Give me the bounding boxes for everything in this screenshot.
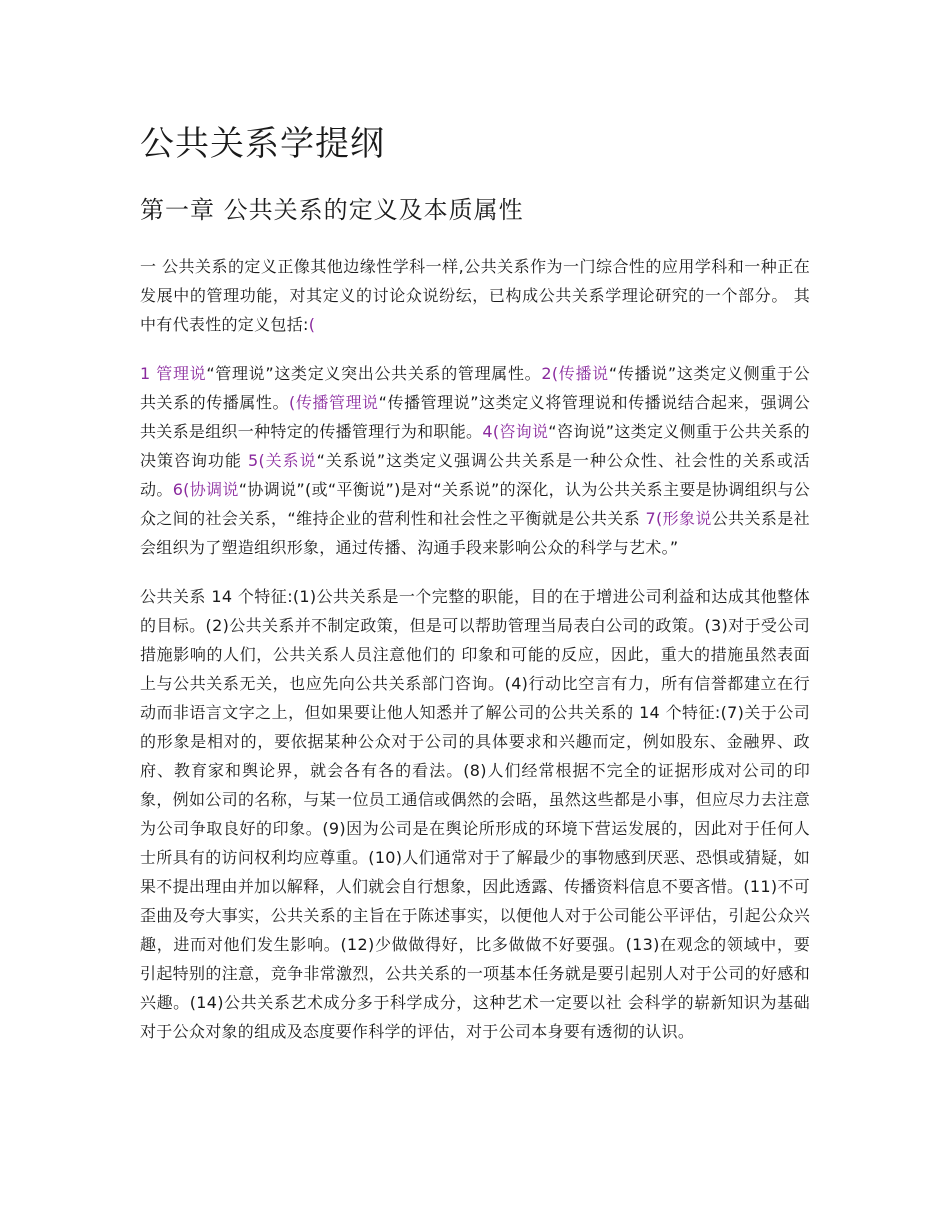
paragraph-text: “咨询说”这类定义侧重于公共关系的决策咨询功能 xyxy=(140,422,810,470)
inline-link[interactable]: 7(形象说 xyxy=(645,509,712,528)
paragraph-text: 公共关系是社会组织为了塑造组织形象，通过传播、沟通手段来影响公众的科学与艺术。” xyxy=(140,509,810,557)
paragraph-text: “管理说”这类定义突出公共关系的管理属性。 xyxy=(206,364,542,383)
paragraph-text: “关系说”这类定义强调公共关系是一种公众性、社会性的关系或活动。 xyxy=(140,451,810,499)
paragraph-14-features: 公共关系 14 个特征:(1)公共关系是一个完整的职能，目的在于增进公司利益和达成其他整体的目标。(2)公共关系并不制定政策，但是可以帮助管理当局表白公司的政策。(3)对于受公司措施影响的人们，公共关系人员注意他们的 印象和可能的反应，因此，重大的措施虽然表面上与公共关系无关，也应先向公共关系部门咨询。(4)行动比空言有力，所有信誉都建立在行动而非语言文字之上，但如果要让他人知悉并了解公司的公共关系的 14 个特征:(7)关于公司的形象是相对的，要依据某种公众对于公司的具体要求和兴趣而定，例如股东、金融界、政府、教育家和舆论界，就会各有各的看法。(8)人们经常根据不完全的证据形成对公司的印象，例如公司的名称，与某一位员工通信或偶然的会晤，虽然这些都是小事，但应尽力去注意为公司争取良好的印象。(9)因为公司是在舆论所形成的环境下营运发展的，因此对于任何人士所具有的访问权利均应尊重。(10)人们通常对于了解最少的事物感到厌恶、恐惧或猜疑，如果不提出理由并加以解释，人们就会自行想象，因此透露、传播资料信息不要吝惜。(11)不可歪曲及夸大事实，公共关系的主旨在于陈述事实，以便他人对于公司能公平评估，引起公众兴趣，进而对他们发生影响。(12)少做做得好，比多做做不好要强。(13)在观念的领域中，要引起特别的注意，竞争非常激烈，公共关系的一项基本任务就是要引起别人对于公司的好感和兴趣。(14)公共关系艺术成分多于科学成分，这种艺术一定要以社 会科学的崭新知识为基础对于公众对象的组成及态度要作科学的评估，对于公司本身要有透彻的认识。 xyxy=(140,587,810,1041)
document-page xyxy=(140,118,810,1066)
paragraph-text: “协调说”(或“平衡说”)是对“关系说”的深化，认为公共关系主要是协调组织与公众之间的社会关系，“维持企业的营利性和社会性之平衡就是公共关系 xyxy=(140,480,810,528)
inline-link[interactable]: 6(协调说 xyxy=(172,480,239,499)
paragraph-definition-list xyxy=(140,359,810,562)
inline-link[interactable]: 1 管理说 xyxy=(140,364,207,383)
inline-link[interactable]: ( xyxy=(308,315,316,334)
paragraph-text: “传播说”这类定义侧重于公共关系的传播属性。 xyxy=(140,364,810,412)
inline-link[interactable]: 5(关系说 xyxy=(247,451,317,470)
inline-link[interactable]: 2(传播说 xyxy=(541,364,609,383)
inline-link[interactable]: 4(咨询说 xyxy=(482,422,549,441)
paragraph-definition-intro xyxy=(140,252,810,339)
chapter-title: 第一章 公共关系的定义及本质属性 xyxy=(140,196,524,224)
inline-link[interactable]: (传播管理说 xyxy=(289,393,379,412)
document-title: 公共关系学提纲 xyxy=(140,124,385,164)
paragraph-text: “传播管理说”这类定义将管理说和传播说结合起来，强调公共关系是组织一种特定的传播管理行为和职能。 xyxy=(140,393,811,441)
paragraph-text: 一 公共关系的定义正像其他边缘性学科一样,公共关系作为一门综合性的应用学科和一种正在发展中的管理功能，对其定义的讨论众说纷纭，已构成公共关系学理论研究的一个部分。 其中有代表性的定义包括: xyxy=(140,257,810,334)
